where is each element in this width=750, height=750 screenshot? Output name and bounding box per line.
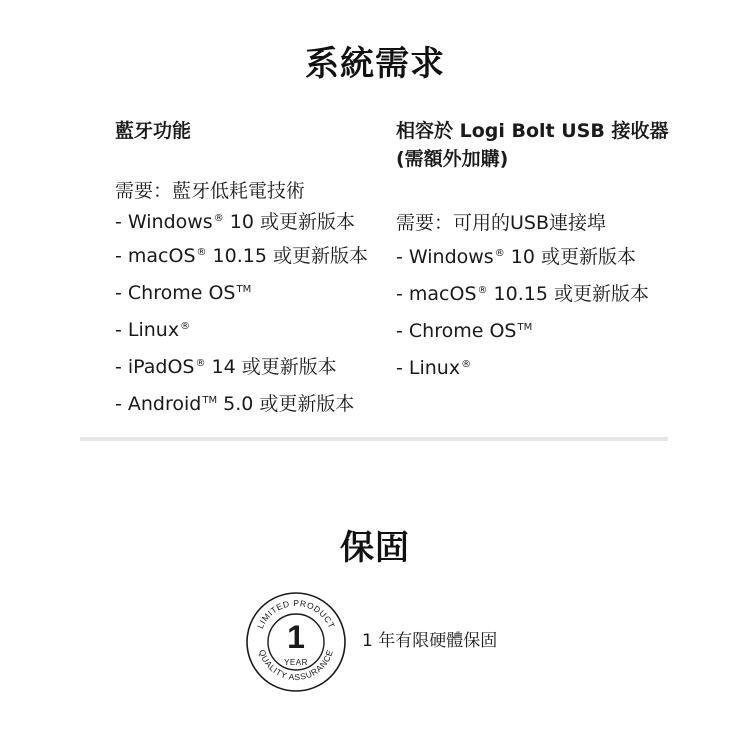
trademark-mark: ® [195, 358, 206, 369]
os-version: 10.15 或更新版本 [206, 245, 368, 267]
badge-number: 1 [287, 619, 305, 655]
bluetooth-os-item [115, 236, 385, 273]
bluetooth-os-list [115, 205, 385, 421]
bolt-os-item [396, 348, 696, 385]
os-name: - Chrome OS [115, 282, 236, 304]
os-version: 10 或更新版本 [223, 211, 355, 233]
bluetooth-os-item [115, 310, 385, 347]
bolt-os-list [396, 237, 696, 385]
bluetooth-os-item [115, 273, 385, 310]
badge-arc-bottom: QUALITY ASSURANCE [256, 648, 335, 683]
bolt-os-item [396, 311, 696, 348]
trademark-mark: ® [494, 248, 505, 259]
bluetooth-os-item [115, 205, 385, 236]
bolt-requirement: 需要：可用的USB連接埠 [396, 212, 607, 234]
os-name: - Linux [115, 319, 180, 341]
section-divider [80, 437, 668, 441]
os-version: 10 或更新版本 [504, 246, 636, 268]
os-version: 10.15 或更新版本 [487, 283, 649, 305]
os-version: 14 或更新版本 [205, 356, 337, 378]
os-version: 5.0 或更新版本 [217, 393, 355, 415]
bluetooth-heading: 藍牙功能 [115, 120, 192, 142]
os-name: - Windows [396, 246, 494, 268]
trademark-mark: TM [236, 284, 252, 295]
os-name: - Windows [115, 211, 213, 233]
trademark-mark: ® [180, 321, 191, 332]
os-name: - Android [115, 393, 202, 415]
bluetooth-os-item [115, 384, 385, 421]
trademark-mark: ® [477, 285, 488, 296]
system-requirements-title: 系統需求 [305, 44, 445, 84]
trademark-mark: TM [202, 395, 218, 406]
bolt-os-item [396, 274, 696, 311]
warranty-title: 保固 [340, 528, 410, 568]
trademark-mark: ® [213, 213, 224, 224]
os-name: - iPadOS [115, 356, 195, 378]
warranty-badge-icon [244, 590, 348, 694]
bolt-os-item [396, 237, 696, 274]
badge-arc-top: LIMITED PRODUCT [254, 597, 338, 631]
bluetooth-os-item [115, 347, 385, 384]
trademark-mark: TM [517, 322, 533, 333]
trademark-mark: ® [461, 359, 472, 370]
os-name: - macOS [396, 283, 477, 305]
bolt-column [396, 117, 696, 385]
bluetooth-column [115, 117, 385, 421]
os-name: - Chrome OS [396, 320, 517, 342]
trademark-mark: ® [196, 247, 207, 258]
bolt-heading: 相容於 Logi Bolt USB 接收器 [396, 120, 669, 142]
badge-unit: YEAR [284, 658, 308, 667]
os-name: - macOS [115, 245, 196, 267]
warranty-text: 1 年有限硬體保固 [362, 631, 498, 651]
os-name: - Linux [396, 357, 461, 379]
bolt-heading-note: (需額外加購) [396, 148, 509, 170]
bluetooth-requirement: 需要：藍牙低耗電技術 [115, 180, 306, 202]
